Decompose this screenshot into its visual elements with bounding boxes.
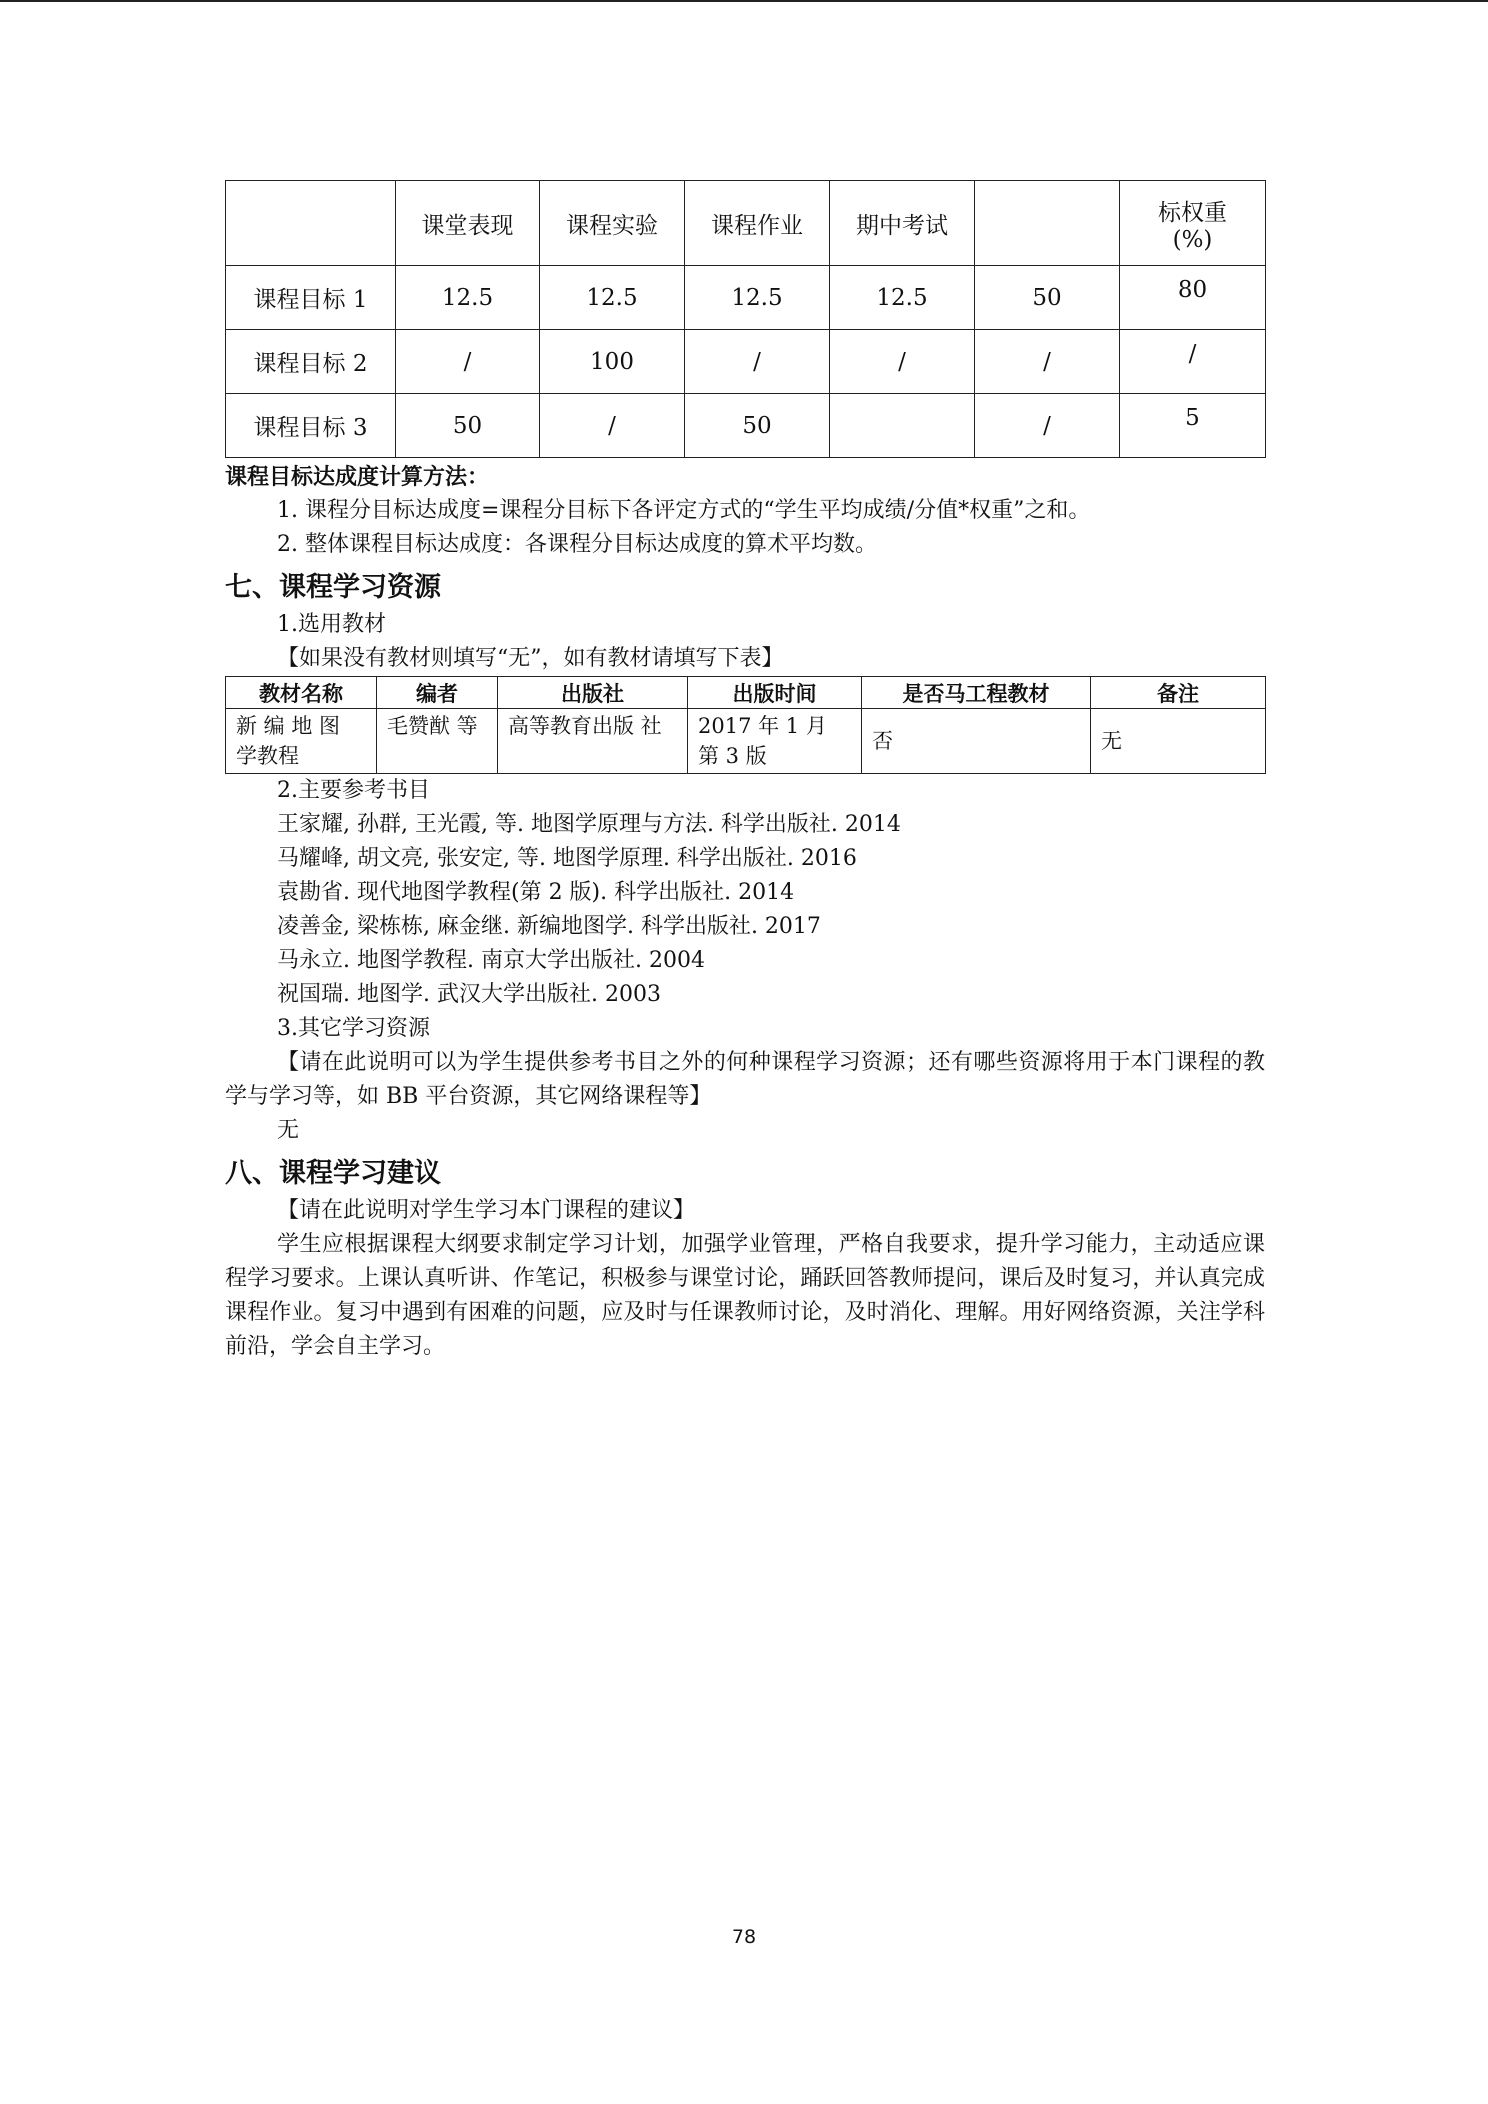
table-cell: 否 [862, 709, 1091, 774]
table-cell: / [975, 330, 1120, 394]
table-header-cell: 课程作业 [685, 181, 830, 266]
references-subheading: 2.主要参考书目 [277, 778, 430, 803]
table-cell: 50 [396, 394, 540, 458]
reference-item: 袁勘省. 现代地图学教程(第 2 版). 科学出版社. 2014 [277, 880, 795, 905]
other-resources-note: 【请在此说明可以为学生提供参考书目之外的何种课程学习资源；还有哪些资源将用于本门课程的教学与学习等，如 BB 平台资源，其它网络课程等】 [225, 1050, 1265, 1109]
table-cell: / [540, 394, 685, 458]
top-border [0, 0, 1488, 2]
table-cell: 课程目标 2 [226, 330, 396, 394]
table-cell: 50 [685, 394, 830, 458]
reference-item: 凌善金, 梁栋栋, 麻金继. 新编地图学. 科学出版社. 2017 [277, 914, 821, 939]
section-8-heading: 八、课程学习建议 [225, 1158, 441, 1189]
table-cell: 100 [540, 330, 685, 394]
table-row [226, 330, 1266, 394]
table-header-cell [226, 181, 396, 266]
reference-item: 马永立. 地图学教程. 南京大学出版社. 2004 [277, 948, 705, 973]
table-cell: / [396, 330, 540, 394]
table-header-row [226, 677, 1266, 709]
table-cell: 12.5 [685, 266, 830, 330]
textbook-subheading: 1.选用教材 [277, 612, 386, 637]
table-cell: / [1120, 330, 1266, 394]
reference-item: 马耀峰, 胡文亮, 张安定, 等. 地图学原理. 科学出版社. 2016 [277, 846, 857, 871]
calc-method-title: 课程目标达成度计算方法： [225, 465, 490, 490]
table-row [226, 394, 1266, 458]
advice-body: 学生应根据课程大纲要求制定学习计划，加强学业管理，严格自我要求，提升学习能力，主动适应课程学习要求。上课认真听讲、作笔记，积极参与课堂讨论，踊跃回答教师提问，课后及时复习，并认真完成课程作业。复习中遇到有困难的问题，应及时与任课教师讨论，及时消化、理解。用好网络资源，关注学科前沿，学会自主学习。 [225, 1232, 1265, 1359]
table-header-cell: 出版时间 [688, 677, 862, 709]
weight-header-cell [1120, 181, 1266, 266]
table-header-cell: 课程实验 [540, 181, 685, 266]
table-header-cell: 课堂表现 [396, 181, 540, 266]
weight-header-label: 标权重 [1158, 199, 1227, 226]
table-cell: 无 [1091, 709, 1266, 774]
weight-header-unit: (%) [1172, 226, 1213, 253]
table-cell: 12.5 [830, 266, 975, 330]
table-cell: / [830, 330, 975, 394]
section-7-heading: 七、课程学习资源 [225, 572, 441, 603]
table-header-cell: 是否马工程教材 [862, 677, 1091, 709]
table-cell: 毛赞猷 等 [377, 709, 498, 774]
textbook-table [225, 676, 1266, 774]
reference-item: 王家耀, 孙群, 王光霞, 等. 地图学原理与方法. 科学出版社. 2014 [277, 812, 901, 837]
table-cell: 高等教育出版 社 [498, 709, 688, 774]
textbook-note: 【如果没有教材则填写“无”，如有教材请填写下表】 [277, 646, 784, 671]
table-header-row [226, 181, 1266, 266]
other-resources-subheading: 3.其它学习资源 [277, 1016, 430, 1041]
assessment-table [225, 180, 1266, 458]
table-row [226, 266, 1266, 330]
table-cell: 12.5 [540, 266, 685, 330]
table-cell: 新 编 地 图 学教程 [226, 709, 377, 774]
table-cell: 5 [1120, 394, 1266, 458]
table-cell: 12.5 [396, 266, 540, 330]
reference-item: 祝国瑞. 地图学. 武汉大学出版社. 2003 [277, 982, 661, 1007]
table-header-cell [975, 181, 1120, 266]
other-resources-answer: 无 [277, 1118, 300, 1143]
table-cell: 课程目标 3 [226, 394, 396, 458]
table-header-cell: 备注 [1091, 677, 1266, 709]
calc-method-item: 2. 整体课程目标达成度：各课程分目标达成度的算术平均数。 [277, 532, 877, 557]
table-header-cell: 教材名称 [226, 677, 377, 709]
table-cell: 课程目标 1 [226, 266, 396, 330]
table-header-cell: 出版社 [498, 677, 688, 709]
table-cell: 50 [975, 266, 1120, 330]
table-cell [830, 394, 975, 458]
table-row [226, 709, 1266, 774]
table-cell: / [975, 394, 1120, 458]
page-number: 78 [731, 1926, 757, 1948]
table-cell: / [685, 330, 830, 394]
table-cell: 2017 年 1 月 第 3 版 [688, 709, 862, 774]
page-content [225, 180, 1265, 1364]
advice-note: 【请在此说明对学生学习本门课程的建议】 [277, 1198, 696, 1223]
table-header-cell: 编者 [377, 677, 498, 709]
table-header-cell: 期中考试 [830, 181, 975, 266]
references-block [225, 774, 1265, 1046]
table-cell: 80 [1120, 266, 1266, 330]
calc-method-item: 1. 课程分目标达成度=课程分目标下各评定方式的“学生平均成绩/分值*权重”之和。 [277, 498, 1091, 523]
